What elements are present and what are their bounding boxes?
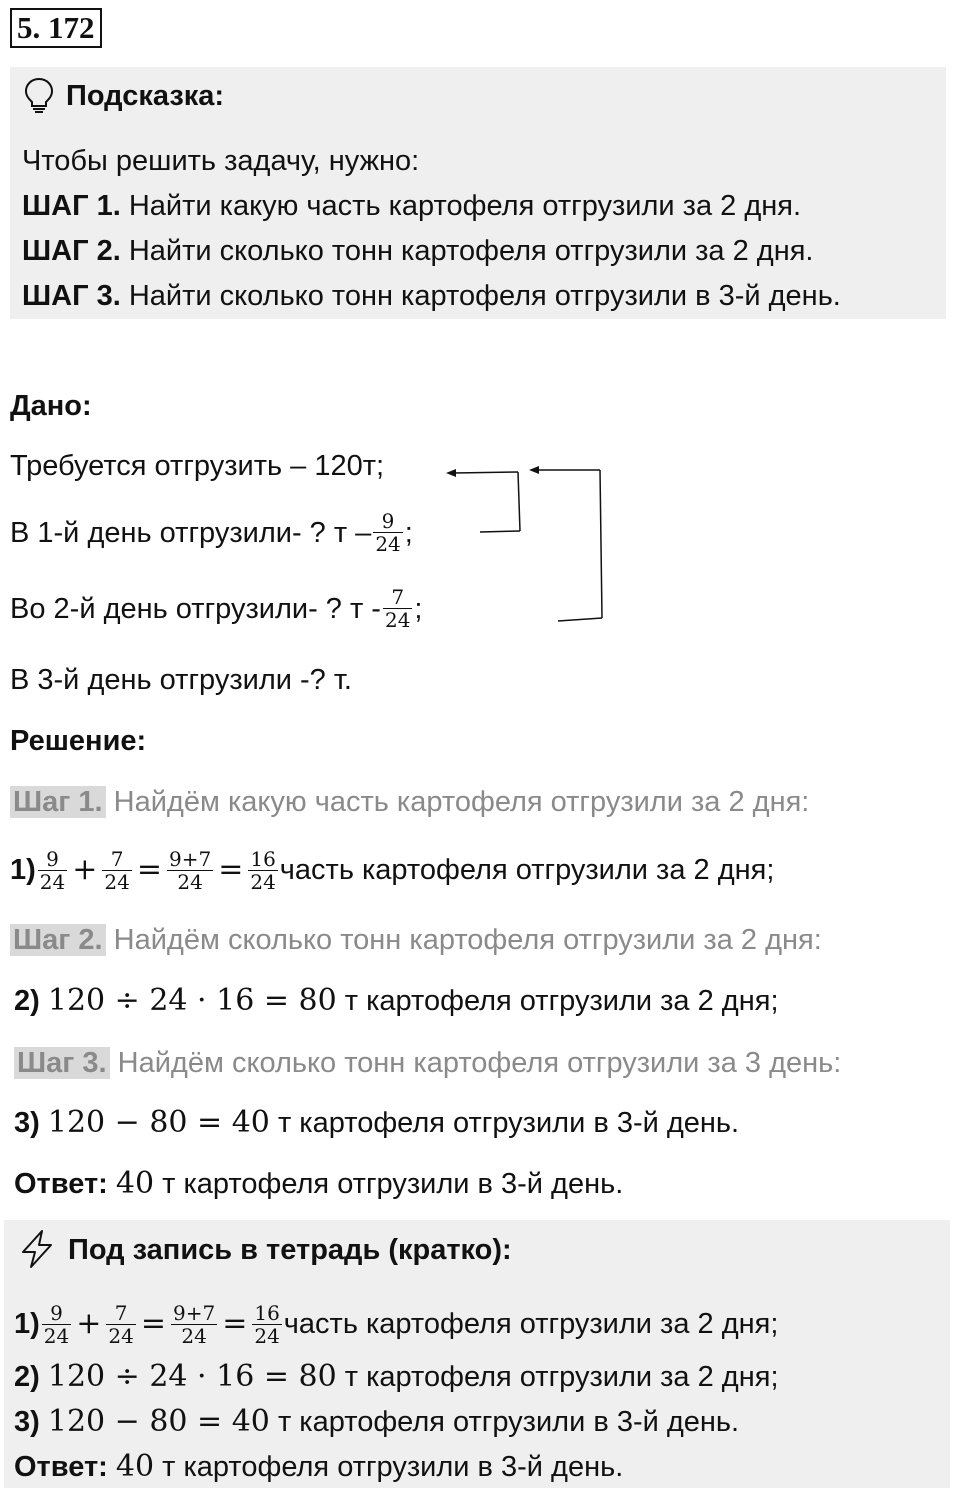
solution-eq-3 [14,1106,739,1140]
fraction-numerator: 9 [373,510,402,533]
hint-step-2-label: ШАГ 2. [22,235,121,267]
bracket-inner [480,531,520,532]
answer-math: 40 [115,1449,155,1484]
equals-sign: = [140,1306,166,1341]
step-1-text: Найдём какую часть картофеля отгрузили за 2 дня: [105,786,810,818]
step-3-text: Найдём сколько тонн картофеля отгрузили за 3 день: [109,1047,842,1079]
problem-number: 5. 172 [10,8,102,48]
fraction-numerator: 7 [106,1302,135,1325]
solution-eq-2 [14,984,779,1018]
solution-answer [14,1167,623,1201]
bracket-arrows [440,460,620,630]
given-line-3-text: Во 2-й день отгрузили- ? т - [10,592,381,625]
given-line-2-tail: ; [404,516,413,549]
given-line-3-tail: ; [414,592,423,625]
eq-prefix: 2) [14,1361,40,1393]
eq-tail: часть картофеля отгрузили за 2 дня; [279,854,775,886]
eq-tail: т картофеля отгрузили за 2 дня; [336,1361,779,1393]
notebook-eq-1 [14,1299,778,1349]
notebook-answer [14,1450,623,1484]
eq-prefix: 1) [14,1308,40,1340]
eq-math: 120 − 80 = 40 [47,1105,270,1140]
fraction-denominator: 24 [250,869,276,894]
fraction [252,1302,281,1347]
equals-sign: = [222,1306,248,1341]
fraction-denominator: 24 [104,869,130,894]
eq-tail: часть картофеля отгрузили за 2 дня; [283,1308,779,1340]
given-title: Дано: [10,390,92,422]
fraction [171,1302,217,1347]
fraction-numerator: 9 [42,1302,71,1325]
arrow-head-1 [446,469,456,477]
hint-step-1 [22,189,801,223]
eq-math: 120 ÷ 24 · 16 = 80 [47,1359,337,1394]
fraction-numerator: 9 [38,848,67,871]
arrow-head-2 [529,466,539,474]
fraction [167,848,213,893]
eq-math: 120 ÷ 24 · 16 = 80 [47,983,337,1018]
hint-step-3 [22,279,841,313]
solution-step-3 [14,1046,841,1080]
equals-sign: = [136,852,162,887]
hint-step-2-text: Найти сколько тонн картофеля отгрузили за 2 дня. [120,235,814,267]
eq-tail: т картофеля отгрузили в 3-й день. [269,1107,740,1139]
fraction-denominator: 24 [254,1323,280,1348]
fraction [106,1302,135,1347]
fraction-numerator: 16 [254,1300,280,1325]
fraction [373,510,402,555]
hint-title: Подсказка: [66,80,225,112]
equals-sign: = [218,852,244,887]
answer-tail: т картофеля отгрузили в 3-й день. [154,1451,624,1483]
eq-math: 120 − 80 = 40 [47,1404,270,1439]
answer-label: Ответ: [14,1168,108,1200]
fraction [38,848,67,893]
fraction [383,586,412,631]
solution-step-2 [10,923,822,957]
notebook-eq-2 [14,1360,779,1394]
step-2-label: Шаг 2. [10,924,106,956]
hint-step-1-label: ШАГ 1. [22,190,121,222]
fraction-denominator: 24 [181,1323,207,1348]
given-line-3 [10,586,422,631]
lightning-icon [16,1228,58,1270]
given-line-4: В 3-й день отгрузили -? т. [10,664,352,696]
hint-step-2 [22,234,813,268]
step-1-label: Шаг 1. [10,786,106,818]
step-2-text: Найдём сколько тонн картофеля отгрузили за 2 дня: [105,924,822,956]
lightbulb-icon [22,76,56,114]
fraction-numerator: 7 [383,586,412,609]
bracket-outer [558,618,602,621]
answer-tail: т картофеля отгрузили в 3-й день. [154,1168,624,1200]
eq-prefix: 2) [14,985,40,1017]
fraction-denominator: 24 [177,869,203,894]
eq-tail: т картофеля отгрузили за 2 дня; [336,985,779,1017]
notebook-eq-3 [14,1405,739,1439]
fraction-denominator: 24 [108,1323,134,1348]
given-line-2-text: В 1-й день отгрузили- ? т – [10,516,372,549]
given-line-1: Требуется отгрузить – 120т; [10,450,385,482]
plus-sign: + [72,852,98,887]
fraction-numerator: 9+7 [168,846,212,871]
notebook-title: Под запись в тетрадь (кратко): [68,1234,512,1266]
fraction [248,848,277,893]
eq-prefix: 3) [14,1406,40,1438]
plus-sign: + [76,1306,102,1341]
fraction-denominator: 24 [43,1323,70,1348]
fraction-denominator: 24 [384,608,411,632]
eq-prefix: 3) [14,1107,40,1139]
eq-tail: т картофеля отгрузили в 3-й день. [269,1406,740,1438]
step-3-label: Шаг 3. [14,1047,110,1079]
eq-prefix: 1) [10,854,36,886]
fraction-numerator: 16 [250,846,276,871]
hint-step-3-text: Найти сколько тонн картофеля отгрузили в 3-й день. [120,280,841,312]
solution-eq-1 [10,845,774,895]
fraction [42,1302,71,1347]
hint-step-1-text: Найти какую часть картофеля отгрузили за 2 дня. [120,190,802,222]
fraction [102,848,131,893]
fraction-numerator: 9+7 [172,1300,216,1325]
fraction-denominator: 24 [375,532,401,556]
answer-label: Ответ: [14,1451,108,1483]
hint-step-3-label: ШАГ 3. [22,280,121,312]
solution-step-1 [10,785,809,819]
given-line-2 [10,510,413,555]
fraction-numerator: 7 [102,848,131,871]
fraction-denominator: 24 [39,869,66,894]
hint-intro: Чтобы решить задачу, нужно: [22,145,420,177]
answer-math: 40 [115,1166,155,1201]
solution-title: Решение: [10,725,147,757]
